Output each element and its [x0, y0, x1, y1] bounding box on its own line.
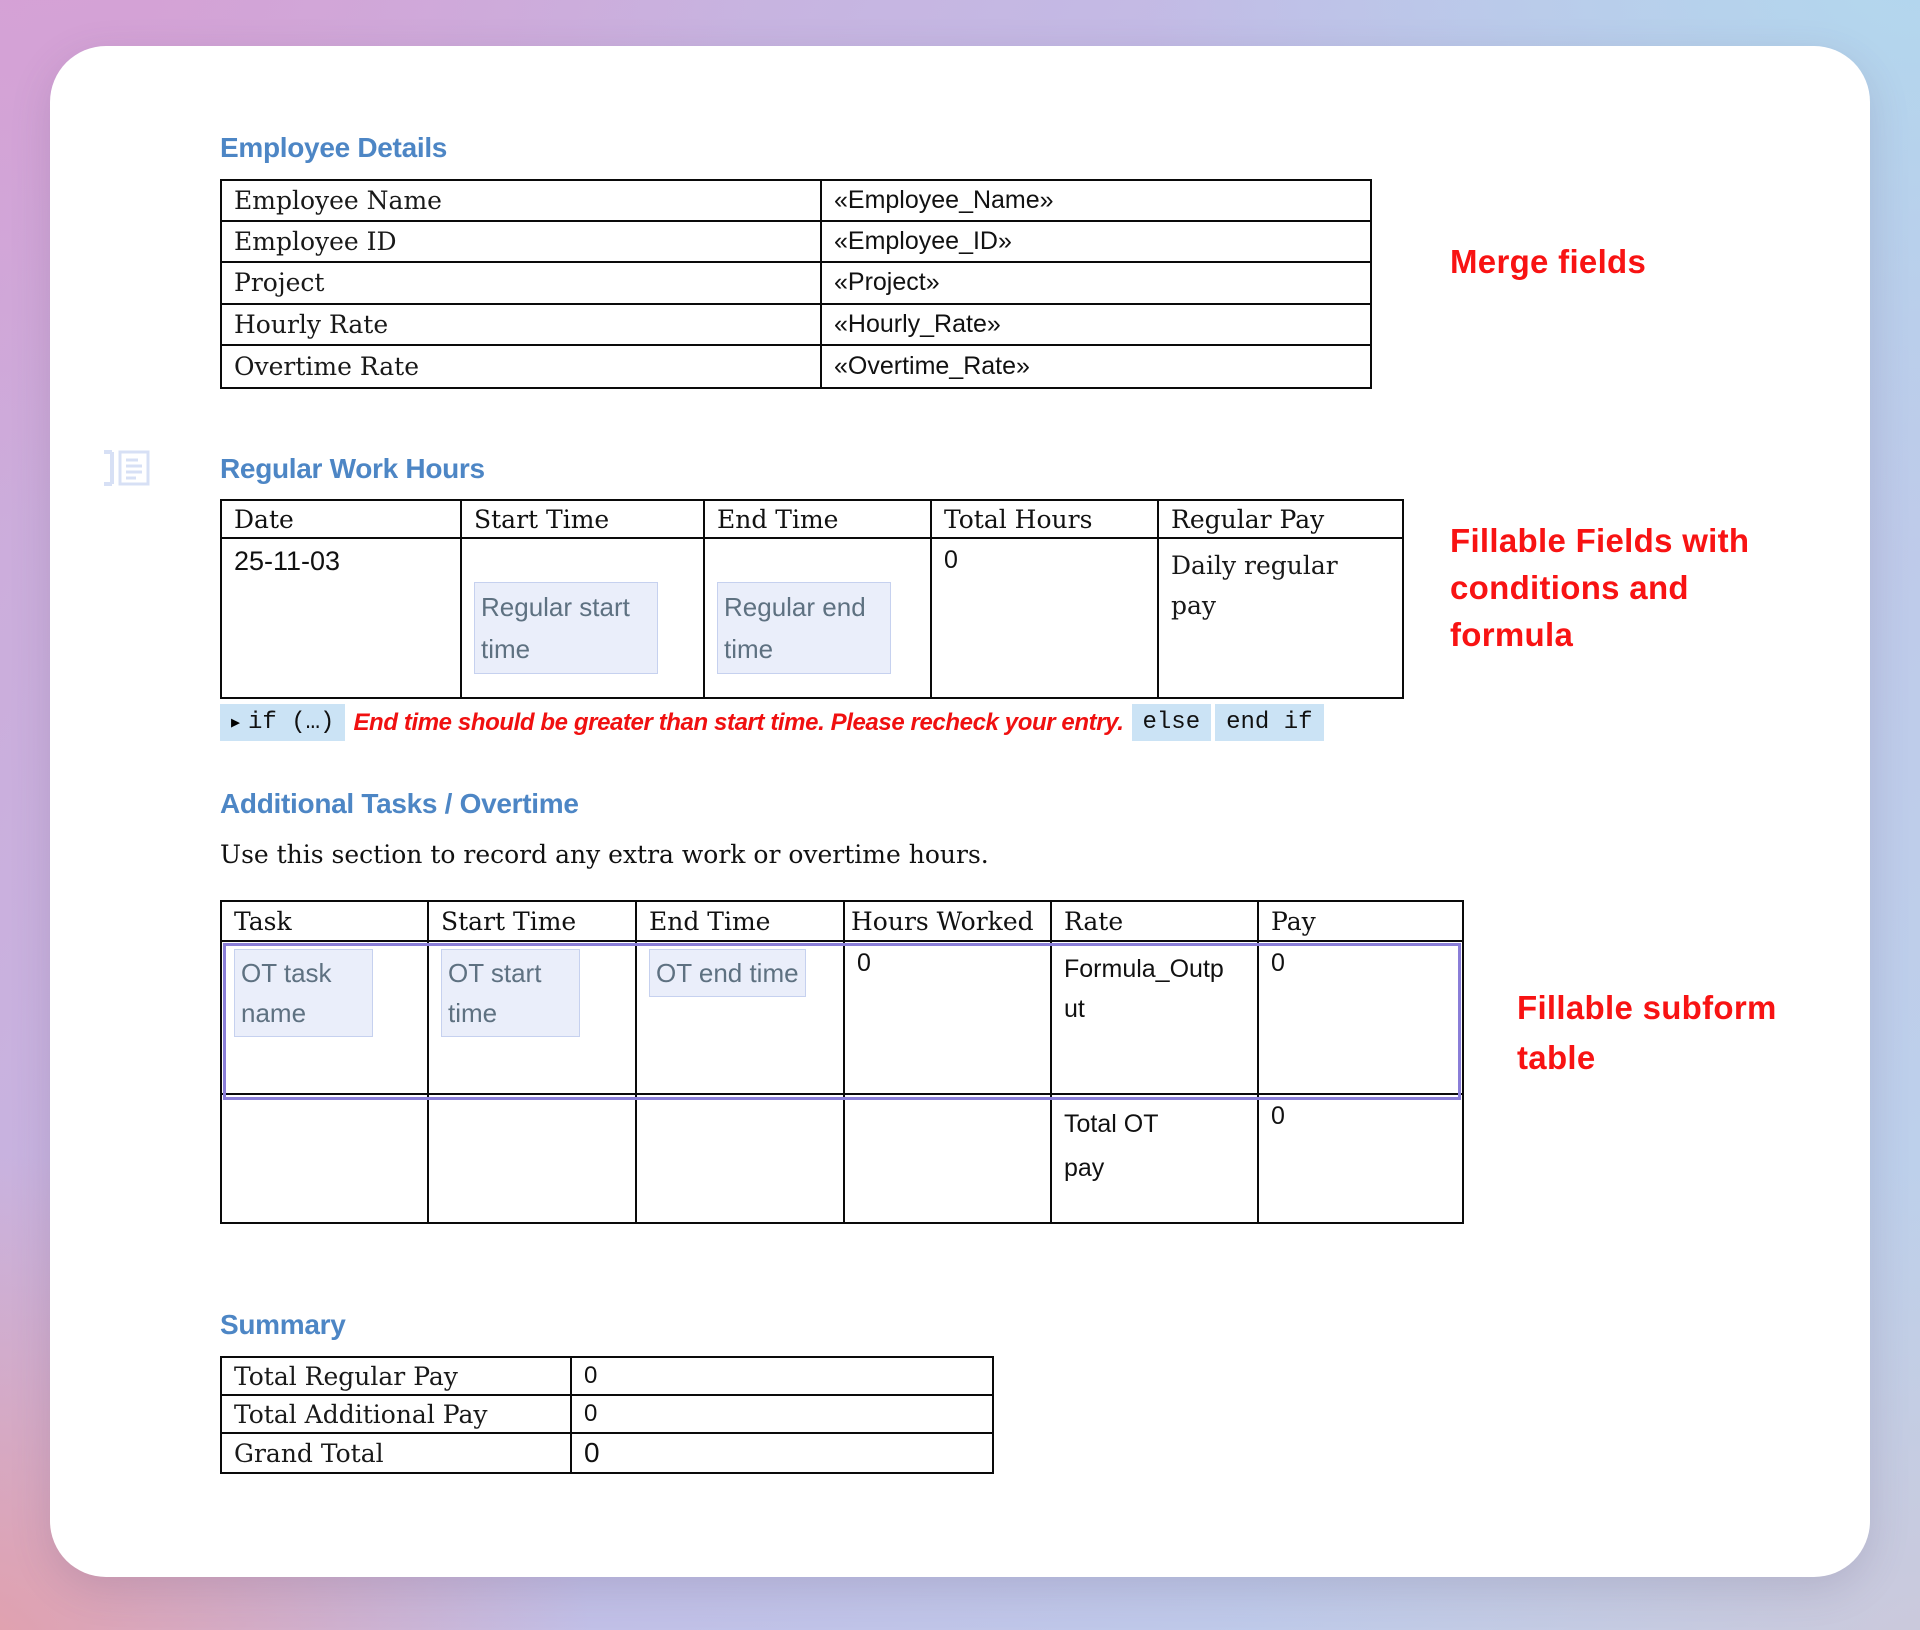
column-header: Regular Pay [1159, 501, 1402, 539]
regular-pay-cell [1159, 539, 1402, 697]
empty-cell [429, 1095, 637, 1222]
employee-details-table [220, 179, 1372, 389]
column-header: Rate [1052, 902, 1259, 942]
expand-triangle-icon: ▶ [231, 715, 241, 732]
summary-value: 0 [572, 1396, 992, 1434]
ot-end-fillable-field[interactable]: OT end time [649, 949, 806, 997]
table-cell-label: Grand Total [222, 1434, 572, 1472]
column-header: Start Time [429, 902, 637, 942]
empty-cell [222, 1095, 429, 1222]
summary-value: 0 [572, 1358, 992, 1396]
regular-work-hours-heading: Regular Work Hours [220, 453, 485, 484]
merge-field[interactable]: «Employee_Name» [822, 181, 1370, 222]
table-cell-label: Overtime Rate [222, 346, 822, 387]
summary-table [220, 1356, 994, 1474]
grand-total-value: 0 [584, 1437, 600, 1468]
column-header: Task [222, 902, 429, 942]
table-cell-label: Employee Name [222, 181, 822, 222]
total-hours-cell: 0 [932, 539, 1159, 697]
merge-fields-annotation: Merge fields [1450, 243, 1647, 280]
total-ot-pay-label: Total OT pay [1064, 1110, 1159, 1182]
hours-worked-cell: 0 [845, 942, 1052, 1095]
employee-details-heading: Employee Details [220, 132, 448, 163]
table-cell-label: Hourly Rate [222, 305, 822, 346]
condition-message: End time should be greater than start time. Please recheck your entry. [353, 708, 1124, 736]
table-cell-label: Project [222, 263, 822, 304]
end-if-chip[interactable]: end if [1215, 704, 1323, 741]
else-chip[interactable]: else [1132, 704, 1212, 741]
column-header: Pay [1259, 902, 1462, 942]
pay-cell: 0 [1259, 942, 1462, 1095]
merge-field[interactable]: «Project» [822, 263, 1370, 304]
ot-start-fillable-field[interactable]: OT start time [441, 949, 580, 1037]
column-header: Date [222, 501, 462, 539]
empty-cell [845, 1095, 1052, 1222]
summary-heading: Summary [220, 1309, 346, 1340]
formula-output[interactable]: Formula_Output [1064, 955, 1224, 1023]
fillable-fields-annotation: Fillable Fields with conditions and formula [1450, 522, 1750, 653]
date-cell: 25-11-03 [222, 539, 462, 697]
start-time-cell [429, 942, 637, 1095]
start-time-fillable-field[interactable]: Regular start time [474, 582, 658, 674]
overtime-table [220, 900, 1464, 1224]
regular-pay-text: Daily regular pay [1171, 551, 1338, 620]
merge-field[interactable]: «Employee_ID» [822, 222, 1370, 263]
total-ot-pay-label-cell [1052, 1095, 1259, 1222]
table-cell-label: Total Additional Pay [222, 1396, 572, 1434]
end-time-fillable-field[interactable]: Regular end time [717, 582, 891, 674]
content-control-icon[interactable] [101, 449, 151, 492]
task-fillable-field[interactable]: OT task name [234, 949, 373, 1037]
empty-cell [637, 1095, 845, 1222]
column-header: Hours Worked [845, 902, 1052, 942]
regular-work-hours-table [220, 499, 1404, 699]
column-header: End Time [637, 902, 845, 942]
rate-cell [1052, 942, 1259, 1095]
if-condition-chip[interactable] [220, 704, 345, 741]
end-time-cell [705, 539, 932, 697]
end-time-cell [637, 942, 845, 1095]
column-header: End Time [705, 501, 932, 539]
additional-tasks-description: Use this section to record any extra work or overtime hours. [220, 840, 989, 869]
table-cell-label: Total Regular Pay [222, 1358, 572, 1396]
task-cell [222, 942, 429, 1095]
table-cell-label: Employee ID [222, 222, 822, 263]
start-time-cell [462, 539, 705, 697]
column-header: Start Time [462, 501, 705, 539]
total-ot-pay-value-cell: 0 [1271, 1102, 1285, 1130]
merge-field[interactable]: «Hourly_Rate» [822, 305, 1370, 346]
merge-field[interactable]: «Overtime_Rate» [834, 351, 1030, 380]
if-label: if (…) [248, 709, 335, 736]
fillable-subform-annotation: Fillable subform table [1517, 989, 1777, 1076]
additional-tasks-heading: Additional Tasks / Overtime [220, 788, 579, 819]
condition-line [220, 704, 1324, 741]
column-header: Total Hours [932, 501, 1159, 539]
